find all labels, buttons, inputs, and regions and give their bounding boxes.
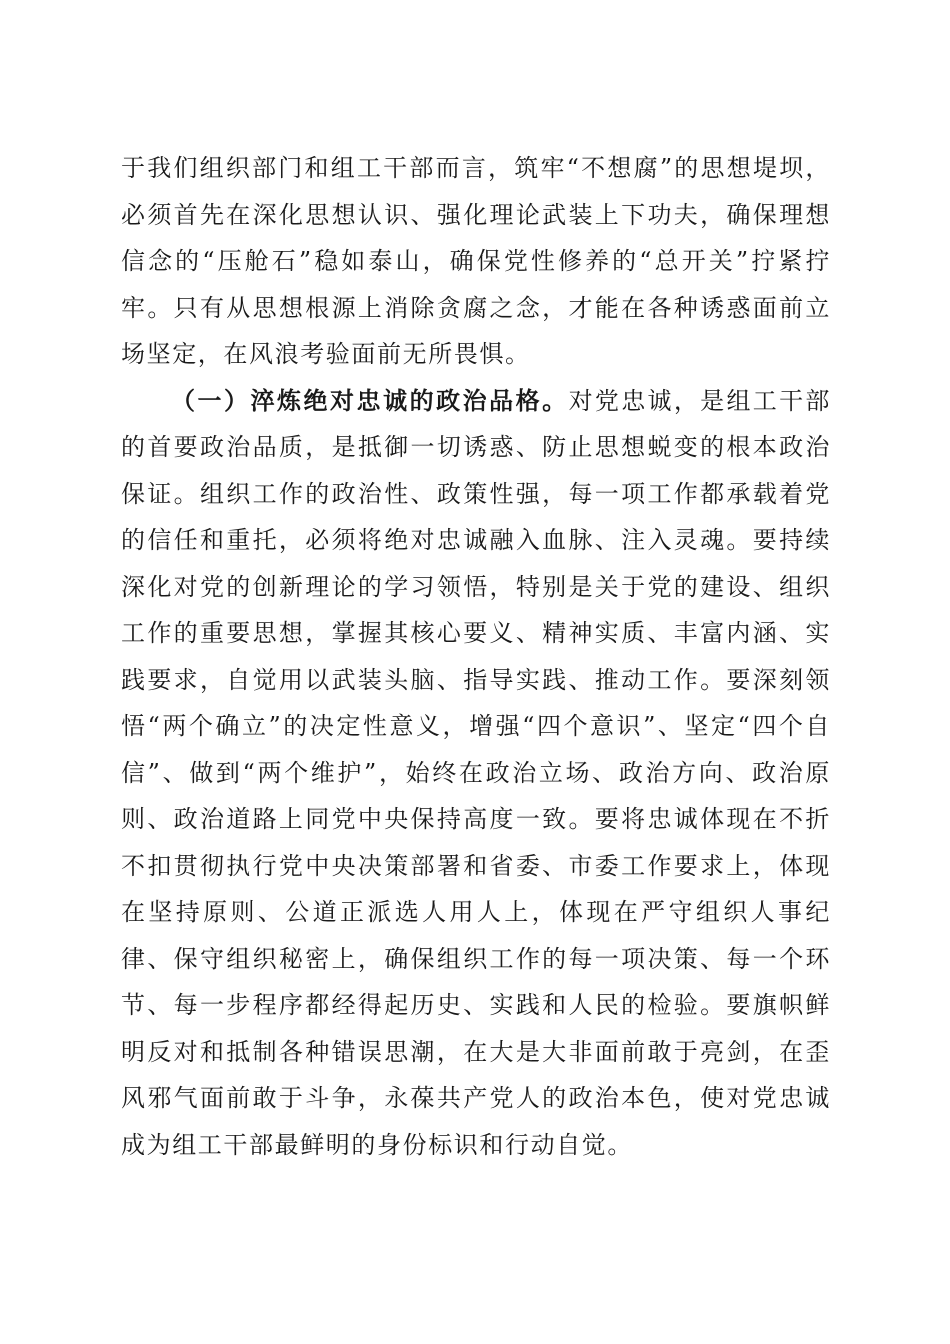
paragraph-section-1 bbox=[121, 378, 831, 1169]
section-1-body: 对党忠诚，是组工干部的首要政治品质，是抵御一切诱惑、防止思想蜕变的根本政治保证。组织工作的政治性、政策性强，每一项工作都承载着党的信任和重托，必须将绝对忠诚融入血脉、注入灵魂。要持续深化对党的创新理论的学习领悟，特别是关于党的建设、组织工作的重要思想，掌握其核心要义、精神实质、丰富内涵、实践要求，自觉用以武装头脑、指导实践、推动工作。要深刻领悟“两个确立”的决定性意义，增强“四个意识”、坚定“四个自信”、做到“两个维护”，始终在政治立场、政治方向、政治原则、政治道路上同党中央保持高度一致。要将忠诚体现在不折不扣贯彻执行党中央决策部署和省委、市委工作要求上，体现在坚持原则、公道正派选人用人上，体现在严守组织人事纪律、保守组织秘密上，确保组织工作的每一项决策、每一个环节、每一步程序都经得起历史、实践和人民的检验。要旗帜鲜明反对和抵制各种错误思潮，在大是大非面前敢于亮剑，在歪风邪气面前敢于斗争，永葆共产党人的政治本色，使对党忠诚成为组工干部最鲜明的身份标识和行动自觉。 bbox=[121, 386, 831, 1159]
paragraph-intro: 于我们组织部门和组工干部而言，筑牢“不想腐”的思想堤坝，必须首先在深化思想认识、强化理论武装上下功夫，确保理想信念的“压舱石”稳如泰山，确保党性修养的“总开关”拧紧拧牢。只有从思想根源上消除贪腐之念，才能在各种诱惑面前立场坚定，在风浪考验面前无所畏惧。 bbox=[121, 154, 831, 368]
document-body bbox=[121, 145, 831, 1168]
section-1-heading: （一）淬炼绝对忠诚的政治品格。 bbox=[171, 386, 569, 415]
